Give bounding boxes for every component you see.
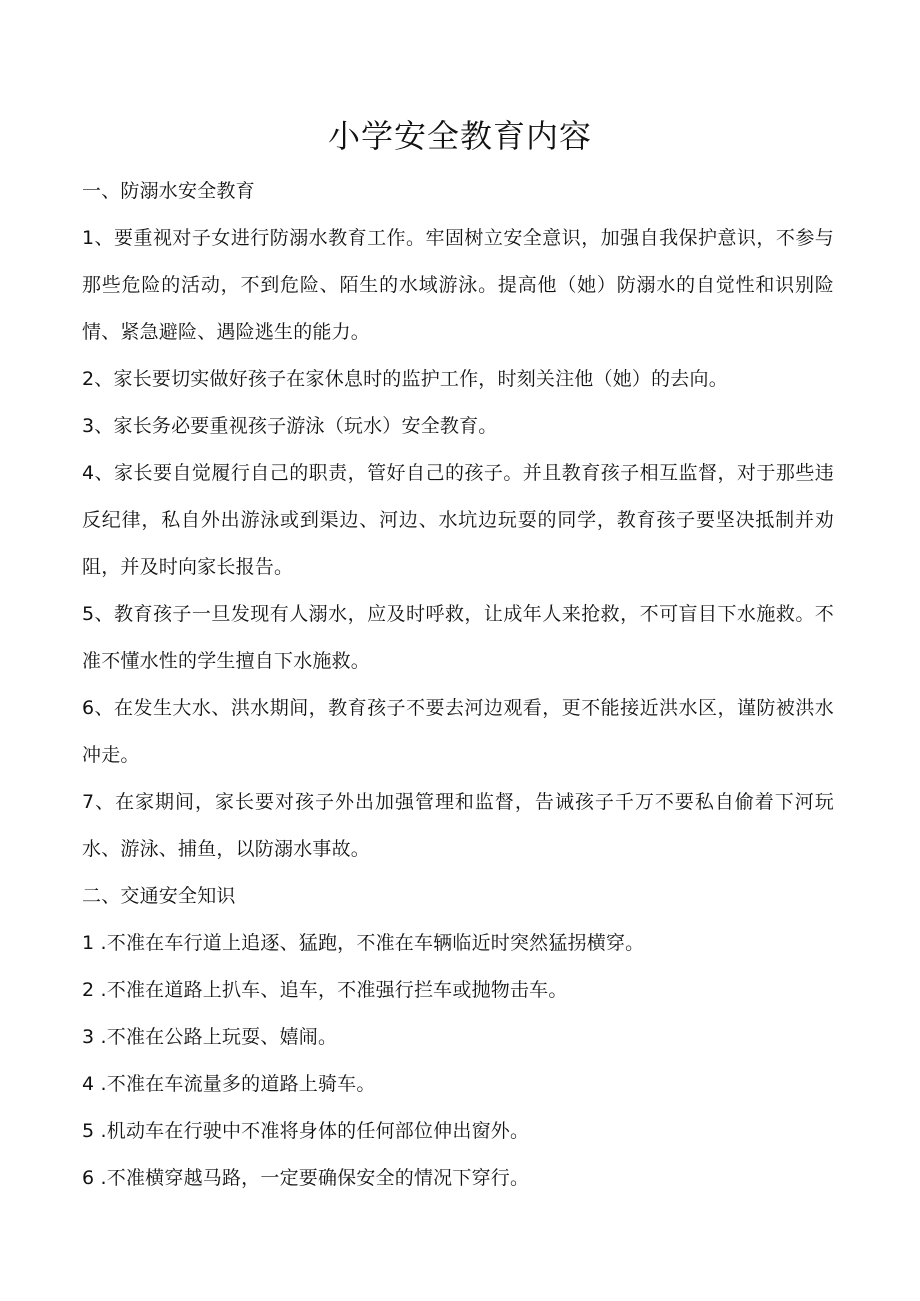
paragraph-drowning-6: 6、在发生大水、洪水期间，教育孩子不要去河边观看，更不能接近洪水区，谨防被洪水冲走。 [82,697,834,766]
section-heading-drowning: 一、防溺水安全教育 [82,180,255,202]
paragraph-traffic-2: 2 .不准在道路上扒车、追车，不准强行拦车或抛物击车。 [82,979,568,1001]
paragraph-drowning-4: 4、家长要自觉履行自己的职责，管好自己的孩子。并且教育孩子相互监督，对于那些违反纪律，私自外出游泳或到渠边、河边、水坑边玩耍的同学，教育孩子要坚决抵制并劝阻，并及时向家长报告。 [82,462,834,578]
paragraph-traffic-1: 1 .不准在车行道上追逐、猛跑，不准在车辆临近时突然猛拐横穿。 [82,932,645,954]
paragraph-traffic-6: 6 .不准横穿越马路，一定要确保安全的情况下穿行。 [82,1167,530,1189]
paragraph-drowning-5: 5、教育孩子一旦发现有人溺水，应及时呼救，让成年人来抢救，不可盲目下水施救。不准不懂水性的学生擅自下水施救。 [82,603,834,672]
paragraph-drowning-3: 3、家长务必要重视孩子游泳（玩水）安全教育。 [82,415,498,437]
paragraph-drowning-2: 2、家长要切实做好孩子在家休息时的监护工作，时刻关注他（她）的去向。 [82,368,728,390]
paragraph-traffic-3: 3 .不准在公路上玩耍、嬉闹。 [82,1026,338,1048]
paragraph-traffic-4: 4 .不准在车流量多的道路上骑车。 [82,1073,376,1095]
document-title: 小学安全教育内容 [327,117,592,155]
document-body [82,168,834,1202]
paragraph-drowning-1: 1、要重视对子女进行防溺水教育工作。牢固树立安全意识，加强自我保护意识，不参与那些危险的活动，不到危险、陌生的水域游泳。提高他（她）防溺水的自觉性和识别险情、紧急避险、遇险逃生的能力。 [82,227,834,343]
paragraph-drowning-7: 7、在家期间，家长要对孩子外出加强管理和监督，告诫孩子千万不要私自偷着下河玩水、游泳、捕鱼，以防溺水事故。 [82,791,834,860]
paragraph-traffic-5: 5 .机动车在行驶中不准将身体的任何部位伸出窗外。 [82,1120,530,1142]
section-heading-traffic: 二、交通安全知识 [82,885,236,907]
